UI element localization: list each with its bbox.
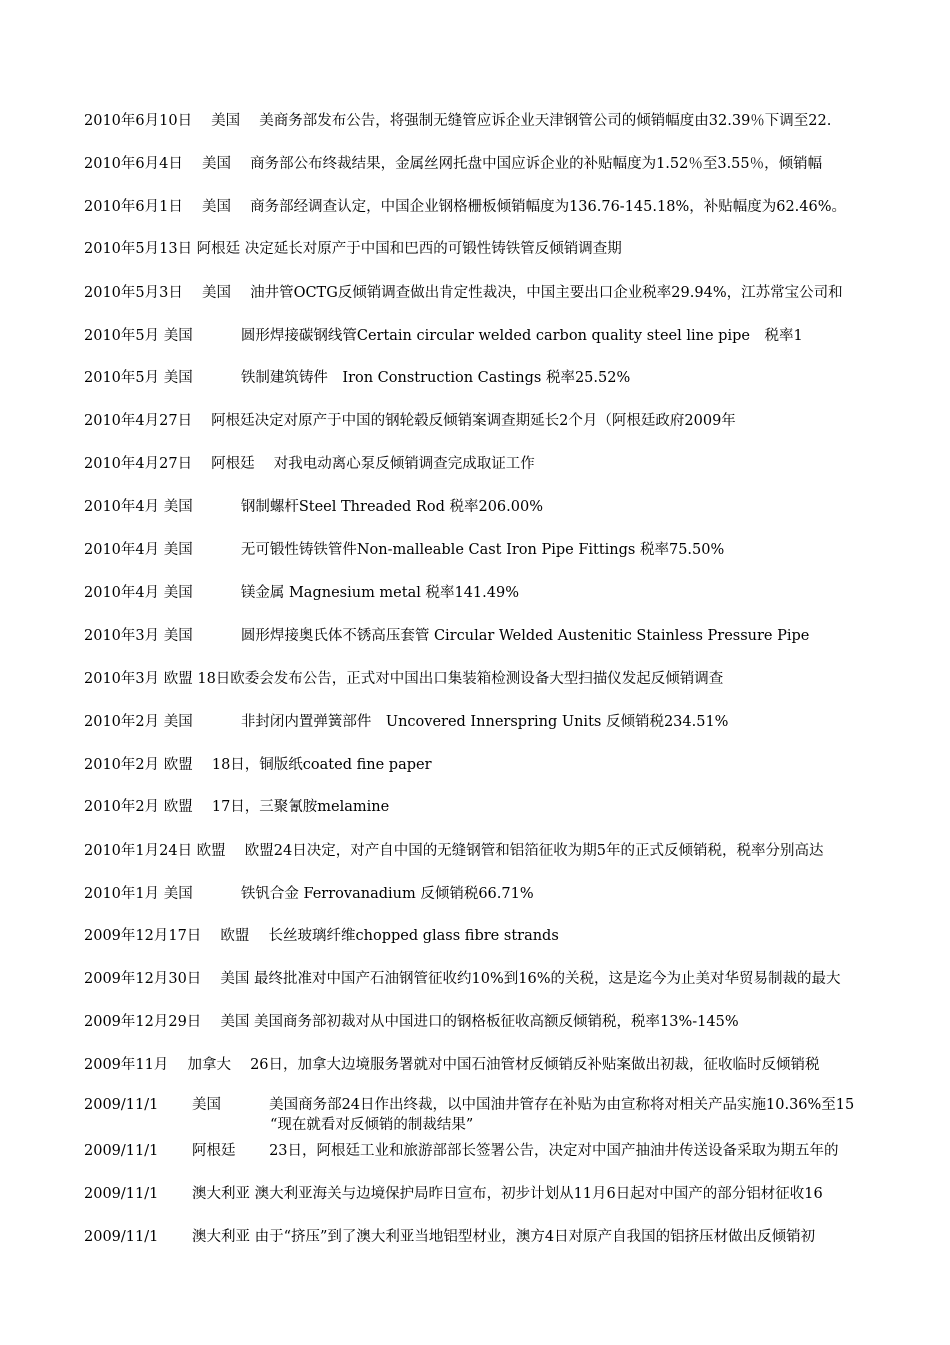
list-item: 2009年11月 加拿大 26日，加拿大边境服务署就对中国石油管材反倾销反补贴案做出初裁，征收临时反倾销税: [84, 1057, 820, 1073]
list-item: 2010年3月 欧盟 18日欧委会发布公告，正式对中国出口集装箱检测设备大型扫描仪发起反倾销调查: [84, 671, 724, 687]
list-item: 2010年4月 美国 钢制螺杆Steel Threaded Rod 税率206.00%: [84, 499, 543, 515]
list-item: 2010年1月 美国 铁钒合金 Ferrovanadium 反倾销税66.71%: [84, 886, 534, 902]
list-item: 2010年6月10日 美国 美商务部发布公告，将强制无缝管应诉企业天津钢管公司的倾销幅度由32.39％下调至22.: [84, 113, 832, 129]
list-item: 2010年5月 美国 圆形焊接碳钢线管Certain circular welded carbon quality steel line pipe 税率1: [84, 328, 803, 344]
list-item: 2009/11/1 澳大利亚 澳大利亚海关与边境保护局昨日宣布，初步计划从11月6日起对中国产的部分铝材征收16: [84, 1186, 823, 1202]
list-item: 2010年6月4日 美国 商务部公布终裁结果，金属丝网托盘中国应诉企业的补贴幅度为1.52％至3.55％，倾销幅: [84, 156, 823, 172]
list-item: 2009/11/1 美国 美国商务部24日作出终裁，以中国油井管存在补贴为由宣称将对相关产品实施10.36%至15: [84, 1097, 855, 1113]
list-item: 2009年12月17日 欧盟 长丝玻璃纤维chopped glass fibre strands: [84, 928, 559, 944]
list-item: 2010年2月 美国 非封闭内置弹簧部件 Uncovered Innerspring Units 反倾销税234.51%: [84, 714, 729, 730]
list-item: 2010年2月 欧盟 18日，铜版纸coated fine paper: [84, 757, 432, 773]
list-item: 2010年5月13日 阿根廷 决定延长对原产于中国和巴西的可锻性铸铁管反倾销调查期: [84, 241, 622, 257]
list-item: 2010年4月 美国 镁金属 Magnesium metal 税率141.49%: [84, 585, 519, 601]
list-item-continuation: “现在就看对反倾销的制裁结果”: [270, 1117, 474, 1133]
list-item: 2010年4月27日 阿根廷 对我电动离心泵反倾销调查完成取证工作: [84, 456, 535, 472]
list-item: 2010年5月3日 美国 油井管OCTG反倾销调查做出肯定性裁决，中国主要出口企业税率29.94%，江苏常宝公司和: [84, 285, 843, 301]
list-item: 2010年3月 美国 圆形焊接奥氏体不锈高压套管 Circular Welded Austenitic Stainless Pressure Pipe: [84, 628, 810, 644]
list-item: 2010年4月 美国 无可锻性铸铁管件Non-malleable Cast Iron Pipe Fittings 税率75.50%: [84, 542, 725, 558]
list-item: 2010年5月 美国 铁制建筑铸件 Iron Construction Castings 税率25.52%: [84, 370, 631, 386]
list-item: 2009/11/1 澳大利亚 由于“挤压”到了澳大利亚当地铝型材业，澳方4日对原产自我国的铝挤压材做出反倾销初: [84, 1229, 816, 1245]
list-item: 2010年6月1日 美国 商务部经调查认定，中国企业钢格栅板倾销幅度为136.76-145.18%，补贴幅度为62.46%。: [84, 199, 847, 215]
list-item: 2010年2月 欧盟 17日，三聚氰胺melamine: [84, 799, 390, 815]
list-item: 2009年12月29日 美国 美国商务部初裁对从中国进口的钢格板征收高额反倾销税，税率13%-145%: [84, 1014, 739, 1030]
list-item: 2010年1月24日 欧盟 欧盟24日决定，对产自中国的无缝钢管和铝箔征收为期5年的正式反倾销税，税率分别高达: [84, 843, 824, 859]
list-item: 2009年12月30日 美国 最终批准对中国产石油钢管征收约10%到16%的关税，这是迄今为止美对华贸易制裁的最大: [84, 971, 841, 987]
list-item: 2009/11/1 阿根廷 23日，阿根廷工业和旅游部部长签署公告，决定对中国产抽油井传送设备采取为期五年的: [84, 1143, 839, 1159]
list-item: 2010年4月27日 阿根廷决定对原产于中国的钢轮毂反倾销案调查期延长2个月（阿根廷政府2009年: [84, 413, 736, 429]
